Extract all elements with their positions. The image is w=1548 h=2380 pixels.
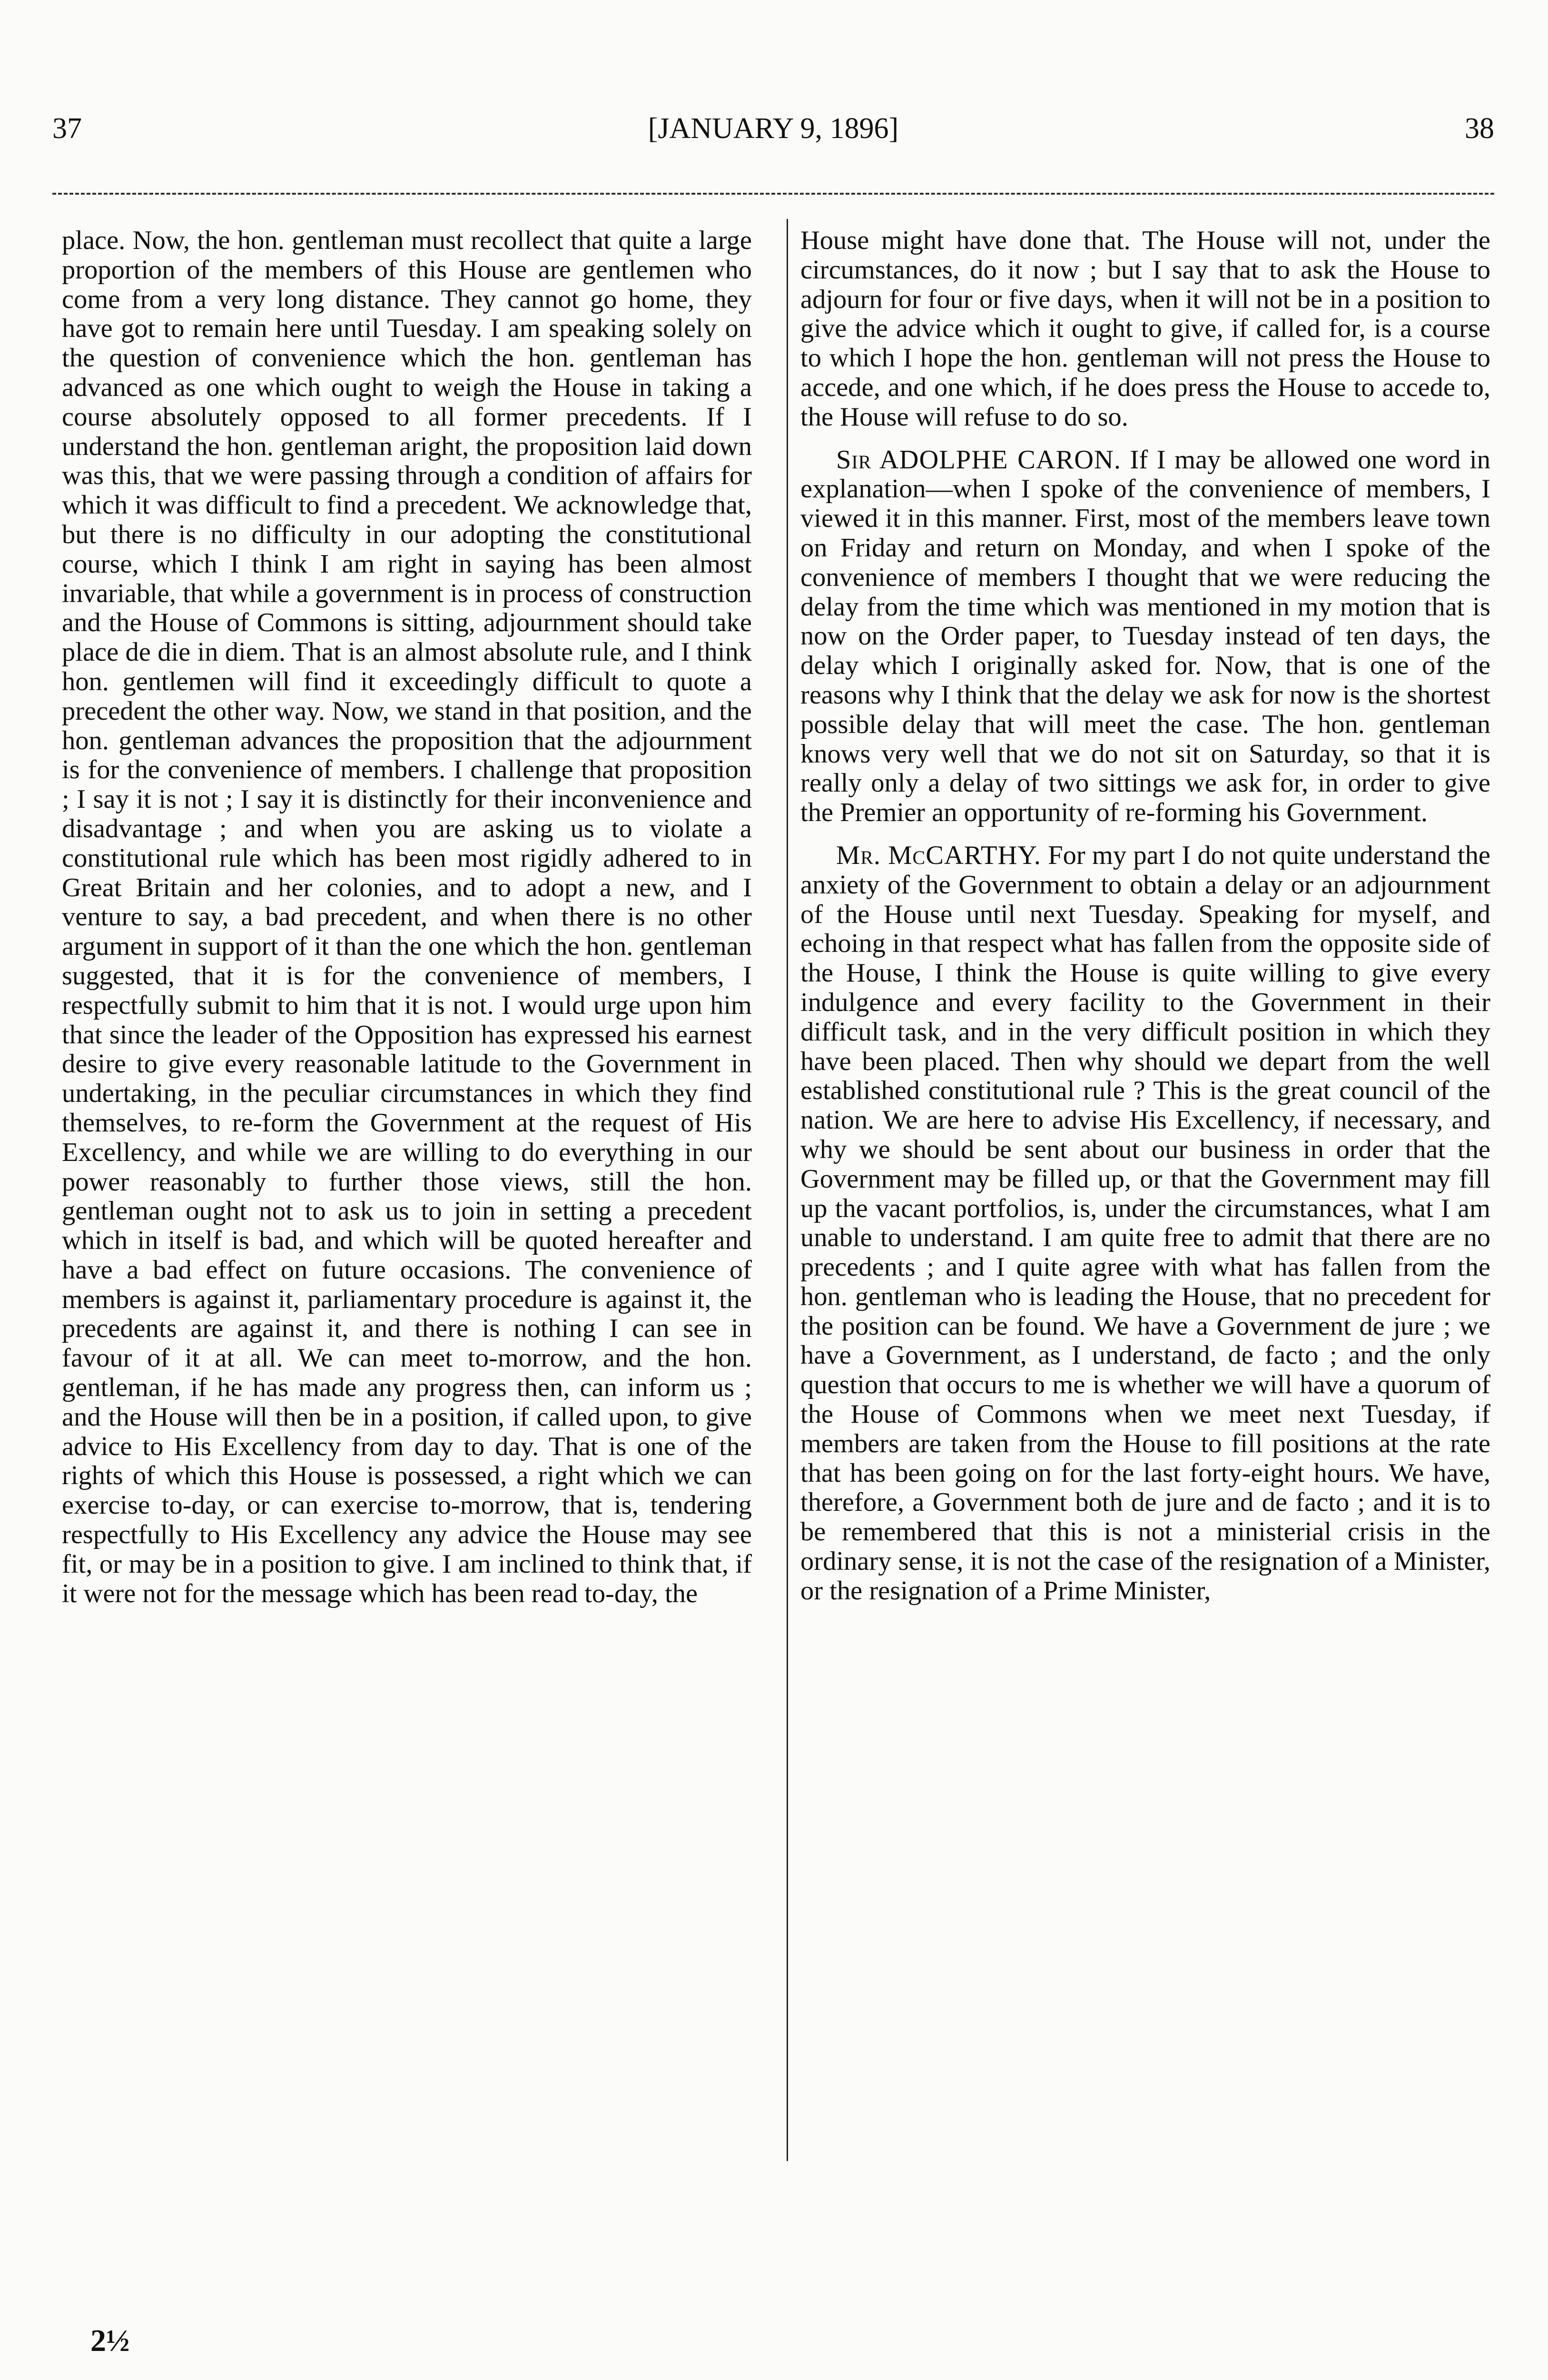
left-column <box>62 226 752 1622</box>
right-paragraph-caron <box>800 446 1490 828</box>
right-column <box>800 226 1490 1619</box>
paragraph-text: House might have done that. The House will not, under the circumstances, do it now ; but I say that to ask the House to adjourn for four or five days, when it will not be in a position to give the advice which it ought to give, if called for, is a course to which I hope the hon. gentleman will not press the House to accede, and one which, if he does press the House to accede to, the House will refuse to do so. <box>800 226 1490 432</box>
signature-mark: 2½ <box>90 2323 130 2358</box>
paragraph-text: If I may be allowed one word in explanation—when I spoke of the convenience of members, I viewed it in this manner. First, most of the members leave town on Friday and return on Monday, and when I spoke of the convenience of members I thought that we were reducing the delay from the time which was mentioned in my motion that is now on the Order paper, to Tuesday instead of ten days, the delay which I originally asked for. Now, that is one of the reasons why I think that the delay we ask for now is the shortest possible delay that will meet the case. The hon. gentleman knows very well that we do not sit on Saturday, so that it is really only a delay of two sittings we ask for, in order to give the Premier an opportunity of re-forming his Government. <box>800 445 1490 828</box>
column-divider <box>787 219 788 2161</box>
right-paragraph-mccarthy <box>800 841 1490 1606</box>
paragraph-text: For my part I do not quite understand the anxiety of the Government to obtain a delay or an adjournment of the House until next Tuesday. Speaking for myself, and echoing in that respect what has fallen from the opposite side of the House, I think the House is quite willing to give every indulgence and every facility to the Government in their difficult task, and in the very difficult position in which they have been placed. Then why should we depart from the well established constitutional rule ? This is the great council of the nation. We are here to advise His Excellency, if necessary, and why we should be sent about our business in order that the Government may be filled up, or that the Government may fill up the vacant portfolios, is, under the circumstances, what I am unable to understand. I am quite free to admit that there are no precedents ; and I quite agree with what has fallen from the hon. gentleman who is leading the House, that no precedent for the position can be found. We have a Government de jure ; we have a Government, as I understand, de facto ; and the only question that occurs to me is whether we will have a quorum of the House of Commons when we meet next Tuesday, if members are taken from the House to fill positions at the rate that has been going on for the last forty-eight hours. We have, therefore, a Government both de jure and de facto ; and it is to be remembered that this is not a ministerial crisis in the ordinary sense, it is not the case of the resignation of a Minister, or the resignation of a Prime Minister, <box>800 840 1490 1606</box>
page-date: [JANUARY 9, 1896] <box>648 112 899 145</box>
page-header <box>52 107 1494 150</box>
header-rule <box>52 193 1494 195</box>
right-page-number: 38 <box>1465 112 1494 145</box>
right-paragraph-continuation <box>800 226 1490 432</box>
left-paragraph: place. Now, the hon. gentleman must recollect that quite a large proportion of the members of this House are gentlemen who come from a very long distance. They cannot go home, they have got to remain here until Tuesday. I am speaking solely on the question of convenience which the hon. gentleman has advanced as one which ought to weigh the House in taking a course absolutely opposed to all former precedents. If I understand the hon. gentleman aright, the proposition laid down was this, that we were passing through a condition of affairs for which it was difficult to find a precedent. We acknowledge that, but there is no difficulty in our adopting the constitutional course, which I think I am right in saying has been almost invariable, that while a government is in process of construction and the House of Commons is sitting, adjournment should take place de die in diem. That is an almost absolute rule, and I think hon. gentlemen will find it exceedingly difficult to quote a precedent the other way. Now, we stand in that position, and the hon. gentleman advances the proposition that the adjournment is for the convenience of members. I challenge that proposition ; I say it is not ; I say it is distinctly for their inconvenience and disadvantage ; and when you are asking us to violate a constitutional rule which has been most rigidly adhered to in Great Britain and her colonies, and to adopt a new, and I venture to say, a bad precedent, and when there is no other argument in support of it than the one which the hon. gentleman suggested, that it is for the convenience of members, I respectfully submit to him that it is not. I would urge upon him that since the leader of the Opposition has expressed his earnest desire to give every reasonable latitude to the Government in undertaking, in the peculiar circumstances in which they find themselves, to re-form the Government at the request of His Excellency, and while we are willing to do everything in our power reasonably to further those views, still the hon. gentleman ought not to ask us to join in setting a precedent which in itself is bad, and which will be quoted hereafter and have a bad effect on future occasions. The convenience of members is against it, parliamentary procedure is against it, the precedents are against it, and there is nothing I can see in favour of it at all. We can meet to-morrow, and the hon. gentleman, if he has made any progress then, can inform us ; and the House will then be in a position, if called upon, to give advice to His Excellency from day to day. That is one of the rights of which this House is possessed, a right which we can exercise to-day, or can exercise to-morrow, that is, tendering respectfully to His Excellency any advice the House may see fit, or may be in a position to give. I am inclined to think that, if it were not for the message which has been read to-day, the <box>62 226 752 1608</box>
speaker-name: Sir ADOLPHE CARON. <box>836 445 1121 475</box>
left-page-number: 37 <box>52 112 82 145</box>
speaker-name: Mr. McCARTHY. <box>836 840 1041 870</box>
